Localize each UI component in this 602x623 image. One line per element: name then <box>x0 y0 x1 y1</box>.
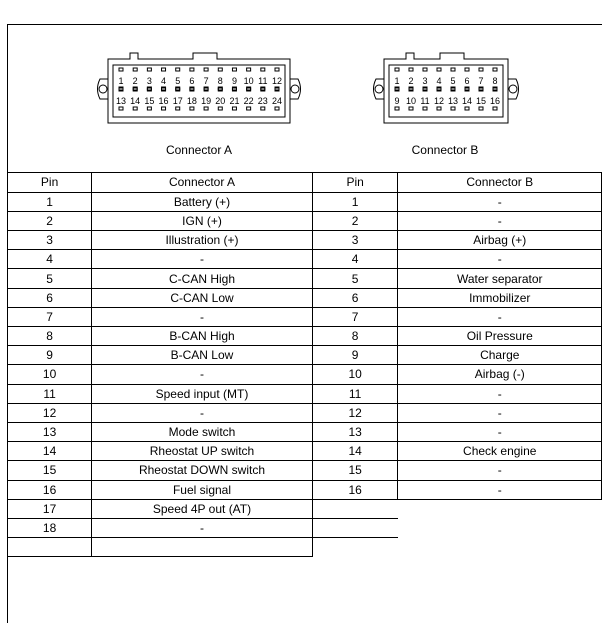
table-cell: 8 <box>312 327 398 346</box>
table-row <box>8 346 602 365</box>
table-cell: 1 <box>312 192 398 211</box>
pin-slot <box>162 107 166 110</box>
pin-slot <box>176 68 180 71</box>
pin-number-label: 20 <box>215 96 226 106</box>
table-row <box>8 231 602 250</box>
table-cell: 4 <box>8 250 92 269</box>
column-header: Pin <box>8 173 92 192</box>
pin-number-label: 2 <box>408 76 414 86</box>
pin-slot <box>395 68 399 71</box>
pin-number-label: 10 <box>405 96 417 106</box>
pin-slot <box>395 107 399 110</box>
table-cell: 9 <box>312 346 398 365</box>
table-row <box>8 442 602 461</box>
table-cell: 15 <box>312 461 398 480</box>
empty-cell <box>398 499 602 518</box>
pin-number-label: 4 <box>436 76 442 86</box>
table-cell: Airbag (-) <box>398 365 602 384</box>
table-cell: - <box>92 365 313 384</box>
column-header: Pin <box>312 173 398 192</box>
pin-number-label: 9 <box>231 76 237 86</box>
pin-number-label: 12 <box>433 96 445 106</box>
table-cell <box>8 538 92 557</box>
pin-number-label: 6 <box>189 76 195 86</box>
pin-slot <box>190 68 194 71</box>
pin-number-label: 6 <box>464 76 470 86</box>
table-cell: - <box>92 250 313 269</box>
pin-slot <box>247 68 251 71</box>
mount-hole-left <box>375 85 383 93</box>
table-row <box>8 307 602 326</box>
table-row <box>8 518 602 537</box>
pin-number-label: 10 <box>243 76 254 86</box>
table-cell: Oil Pressure <box>398 327 602 346</box>
empty-cell <box>398 538 602 557</box>
pin-slot <box>162 68 166 71</box>
table-cell: 11 <box>312 384 398 403</box>
table-cell: 7 <box>312 307 398 326</box>
table-cell: 14 <box>312 442 398 461</box>
connector-inner-frame <box>389 65 503 117</box>
pin-slot <box>437 68 441 71</box>
pin-number-label: 14 <box>130 96 141 106</box>
table-cell: 16 <box>8 480 92 499</box>
pinout-frame <box>7 24 602 623</box>
table-cell: - <box>398 403 602 422</box>
pin-number-label: 17 <box>172 96 183 106</box>
pin-number-label: 15 <box>144 96 155 106</box>
table-cell: C-CAN Low <box>92 288 313 307</box>
pin-number-label: 3 <box>422 76 428 86</box>
pin-number-label: 11 <box>258 76 268 86</box>
pin-number-label: 15 <box>475 96 487 106</box>
pin-slot <box>465 107 469 110</box>
table-cell: Immobilizer <box>398 288 602 307</box>
pin-slot <box>147 68 151 71</box>
pin-slot <box>451 68 455 71</box>
pin-slot <box>261 68 265 71</box>
pin-slot <box>190 107 194 110</box>
pin-slot <box>218 107 222 110</box>
pin-slot <box>119 68 123 71</box>
empty-cell <box>398 518 602 537</box>
pin-number-label: 2 <box>132 76 138 86</box>
table-cell: Illustration (+) <box>92 231 313 250</box>
pin-slot <box>232 107 236 110</box>
table-cell: 16 <box>312 480 398 499</box>
pin-slot <box>437 107 441 110</box>
table-cell: 3 <box>312 231 398 250</box>
pin-number-label: 13 <box>115 96 127 106</box>
table-row <box>8 461 602 480</box>
pin-number-label: 5 <box>175 76 181 86</box>
pin-slot <box>275 107 279 110</box>
table-cell: Water separator <box>398 269 602 288</box>
table-header-row <box>8 173 602 192</box>
mount-hole-left <box>99 85 107 93</box>
pin-number-label: 14 <box>461 96 473 106</box>
pin-slot <box>247 107 251 110</box>
table-cell: 3 <box>8 231 92 250</box>
pin-slot <box>147 107 151 110</box>
pin-number-label: 5 <box>450 76 456 86</box>
column-header: Connector A <box>92 173 313 192</box>
pin-slot <box>409 107 413 110</box>
empty-cell <box>312 538 398 557</box>
mount-hole-right <box>291 85 299 93</box>
table-cell: 11 <box>8 384 92 403</box>
table-cell: Battery (+) <box>92 192 313 211</box>
pin-number-label: 19 <box>201 96 212 106</box>
pin-slot <box>493 107 497 110</box>
pin-number-label: 1 <box>394 76 400 86</box>
table-cell: 8 <box>8 327 92 346</box>
table-cell: C-CAN High <box>92 269 313 288</box>
pin-number-label: 11 <box>420 96 430 106</box>
table-cell: - <box>92 518 313 537</box>
table-cell: - <box>92 307 313 326</box>
table-row <box>8 192 602 211</box>
connector-a-caption: Connector A <box>165 143 233 157</box>
table-cell: Mode switch <box>92 422 313 441</box>
pin-slot <box>133 107 137 110</box>
pin-slot <box>204 107 208 110</box>
table-row <box>8 365 602 384</box>
pin-number-label: 23 <box>257 96 268 106</box>
table-cell: - <box>92 403 313 422</box>
pin-number-label: 16 <box>158 96 169 106</box>
table-cell: 12 <box>8 403 92 422</box>
pin-number-label: 18 <box>186 96 197 106</box>
column-header: Connector B <box>398 173 602 192</box>
table-cell: - <box>398 211 602 230</box>
table-cell <box>92 538 313 557</box>
pin-number-label: 24 <box>271 96 283 106</box>
table-cell: - <box>398 192 602 211</box>
table-cell: 13 <box>312 422 398 441</box>
pin-slot <box>232 68 236 71</box>
pin-number-label: 8 <box>492 76 498 86</box>
table-cell: 12 <box>312 403 398 422</box>
connector-diagram <box>8 25 602 173</box>
table-cell: 18 <box>8 518 92 537</box>
table-cell: 2 <box>312 211 398 230</box>
table-cell: Speed 4P out (AT) <box>92 499 313 518</box>
table-row <box>8 211 602 230</box>
pin-number-label: 8 <box>217 76 223 86</box>
table-row <box>8 288 602 307</box>
table-cell: Fuel signal <box>92 480 313 499</box>
pin-number-label: 16 <box>489 96 501 106</box>
connector-b-drawing <box>370 47 522 129</box>
table-cell: 2 <box>8 211 92 230</box>
connector-body <box>384 53 508 123</box>
pin-number-label: 3 <box>146 76 152 86</box>
table-cell: 7 <box>8 307 92 326</box>
pin-slot <box>275 68 279 71</box>
pin-slot <box>176 107 180 110</box>
pin-slot <box>451 107 455 110</box>
pin-number-label: 22 <box>243 96 254 106</box>
pinout-table <box>8 173 602 557</box>
pin-slot <box>204 68 208 71</box>
pin-slot <box>493 68 497 71</box>
table-row <box>8 327 602 346</box>
pin-number-label: 13 <box>447 96 459 106</box>
pin-slot <box>409 68 413 71</box>
pin-slot <box>133 68 137 71</box>
table-cell: IGN (+) <box>92 211 313 230</box>
pin-slot <box>465 68 469 71</box>
table-cell: Rheostat DOWN switch <box>92 461 313 480</box>
table-cell: - <box>398 461 602 480</box>
table-row <box>8 403 602 422</box>
table-cell: 14 <box>8 442 92 461</box>
table-cell: Airbag (+) <box>398 231 602 250</box>
connector-a-drawing <box>94 47 304 129</box>
pin-number-label: 7 <box>478 76 484 86</box>
table-cell: B-CAN Low <box>92 346 313 365</box>
pin-slot <box>423 107 427 110</box>
table-cell: - <box>398 384 602 403</box>
table-cell: 10 <box>312 365 398 384</box>
pin-number-label: 1 <box>118 76 124 86</box>
mount-hole-right <box>509 85 517 93</box>
table-cell: 5 <box>8 269 92 288</box>
table-cell: 6 <box>312 288 398 307</box>
table-cell: - <box>398 250 602 269</box>
table-cell: - <box>398 422 602 441</box>
table-cell: Rheostat UP switch <box>92 442 313 461</box>
table-row <box>8 499 602 518</box>
table-row <box>8 269 602 288</box>
pin-number-label: 7 <box>203 76 209 86</box>
table-cell: 5 <box>312 269 398 288</box>
pin-slot <box>218 68 222 71</box>
table-row <box>8 422 602 441</box>
pin-number-label: 12 <box>271 76 283 86</box>
table-cell: Charge <box>398 346 602 365</box>
pin-number-label: 9 <box>394 96 400 106</box>
table-cell: 13 <box>8 422 92 441</box>
table-cell: B-CAN High <box>92 327 313 346</box>
table-cell: Speed input (MT) <box>92 384 313 403</box>
pin-number-label: 21 <box>229 96 240 106</box>
empty-cell <box>312 518 398 537</box>
empty-cell <box>312 499 398 518</box>
table-cell: - <box>398 307 602 326</box>
table-row <box>8 250 602 269</box>
table-cell: 17 <box>8 499 92 518</box>
table-cell: - <box>398 480 602 499</box>
table-row <box>8 384 602 403</box>
table-cell: 4 <box>312 250 398 269</box>
pin-slot <box>423 68 427 71</box>
table-cell: 1 <box>8 192 92 211</box>
pin-slot <box>261 107 265 110</box>
pin-slot <box>119 107 123 110</box>
pin-slot <box>479 68 483 71</box>
table-cell: 6 <box>8 288 92 307</box>
table-row <box>8 538 602 557</box>
pin-slot <box>479 107 483 110</box>
pin-number-label: 4 <box>161 76 167 86</box>
table-cell: Check engine <box>398 442 602 461</box>
connector-inner-frame <box>113 65 285 117</box>
connector-b-caption: Connector B <box>411 143 479 157</box>
table-cell: 15 <box>8 461 92 480</box>
table-cell: 9 <box>8 346 92 365</box>
table-row <box>8 480 602 499</box>
table-cell: 10 <box>8 365 92 384</box>
